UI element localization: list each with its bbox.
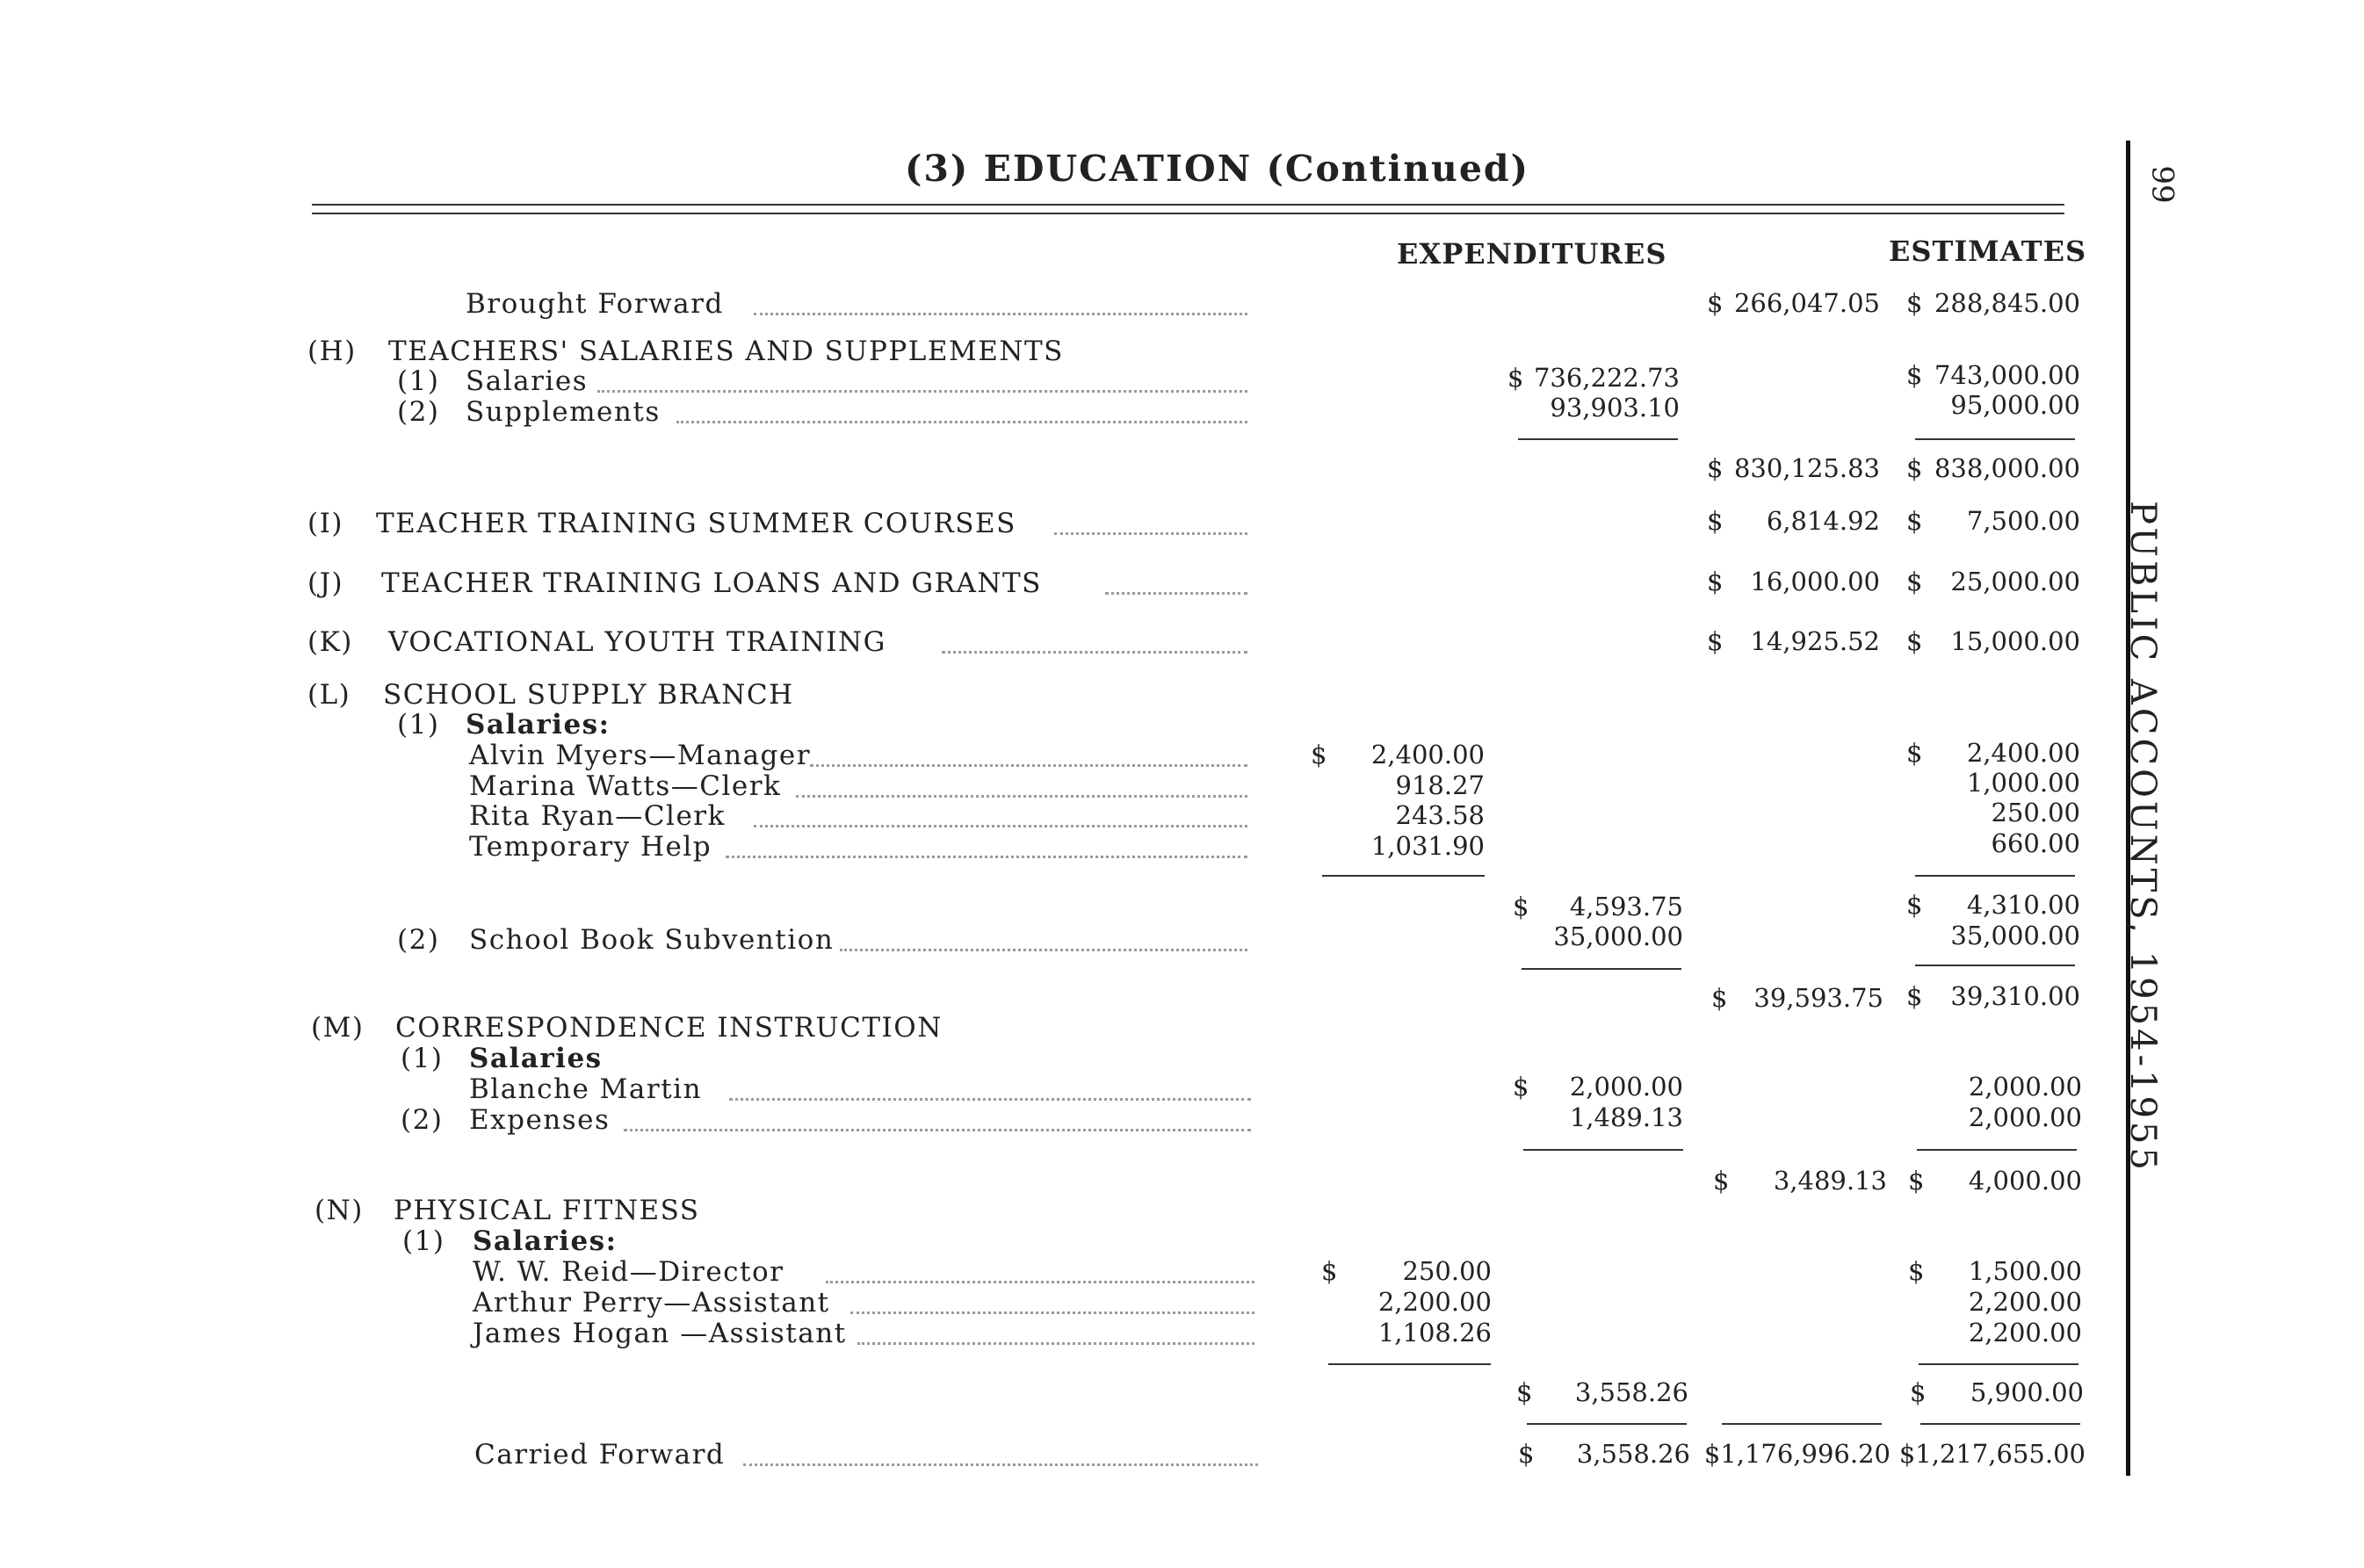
amount: 830,125.83 bbox=[1733, 453, 1880, 483]
section-letter-m: (M) bbox=[311, 1012, 365, 1044]
amount: 6,814.92 bbox=[1766, 506, 1880, 536]
section-title: (3) EDUCATION (Continued) bbox=[905, 148, 1529, 190]
dollar-sign: $ bbox=[1321, 1256, 1338, 1286]
dollar-sign: $ bbox=[1513, 1072, 1529, 1102]
estimate: 2,400.00 bbox=[1966, 738, 2080, 768]
section-letter-l: (L) bbox=[307, 679, 351, 711]
section-title-l: SCHOOL SUPPLY BRANCH bbox=[383, 679, 794, 711]
estimate: 35,000.00 bbox=[1950, 921, 2080, 950]
section-letter-k: (K) bbox=[307, 626, 353, 658]
total-rule bbox=[1527, 1423, 1687, 1425]
amount: 3,558.26 bbox=[1576, 1439, 1690, 1469]
employee-label: Rita Ryan—Clerk bbox=[469, 800, 726, 832]
leader-dots bbox=[624, 1129, 1251, 1131]
leader-dots bbox=[1105, 592, 1247, 595]
employee-label: Arthur Perry—Assistant bbox=[473, 1287, 830, 1319]
estimate: 4,000.00 bbox=[1968, 1166, 2082, 1196]
dollar-sign: $ bbox=[1908, 1166, 1925, 1196]
running-head: PUBLIC ACCOUNTS, 1954-1955 bbox=[2122, 501, 2163, 1174]
subtotal-rule bbox=[1915, 875, 2075, 877]
amount: 3,558.26 bbox=[1574, 1377, 1688, 1407]
estimate: 288,845.00 bbox=[1934, 288, 2080, 318]
leader-dots bbox=[597, 390, 1247, 393]
employee-label: W. W. Reid—Director bbox=[473, 1256, 784, 1288]
amount: 3,489.13 bbox=[1773, 1166, 1887, 1196]
employee-label: James Hogan —Assistant bbox=[473, 1318, 847, 1349]
item-number: (1) bbox=[402, 1225, 445, 1257]
estimate: 15,000.00 bbox=[1950, 626, 2080, 656]
item-number: (1) bbox=[397, 709, 440, 741]
amount: 35,000.00 bbox=[1553, 921, 1683, 951]
leader-dots bbox=[850, 1311, 1254, 1314]
item-label: Salaries: bbox=[473, 1225, 618, 1257]
dollar-sign: $ bbox=[1516, 1377, 1533, 1407]
estimate: 2,200.00 bbox=[1968, 1287, 2082, 1317]
section-title-j: TEACHER TRAINING LOANS AND GRANTS bbox=[381, 567, 1042, 599]
dollar-sign: $ bbox=[1906, 890, 1923, 920]
amount: 39,593.75 bbox=[1753, 983, 1883, 1013]
amount: 250.00 bbox=[1402, 1256, 1492, 1286]
leader-dots bbox=[840, 949, 1247, 951]
carried-forward-label: Carried Forward bbox=[474, 1439, 726, 1470]
subtotal-rule bbox=[1518, 438, 1678, 440]
dollar-sign: $ bbox=[1707, 626, 1724, 656]
amount: 1,489.13 bbox=[1569, 1102, 1683, 1132]
dollar-sign: $ bbox=[1910, 1377, 1927, 1407]
item-label: Salaries bbox=[469, 1043, 603, 1074]
leader-dots bbox=[729, 1098, 1251, 1101]
estimate: 5,900.00 bbox=[1970, 1377, 2084, 1407]
employee-label: Marina Watts—Clerk bbox=[469, 770, 782, 802]
item-number: (1) bbox=[401, 1043, 444, 1074]
dollar-sign: $ bbox=[1711, 983, 1728, 1013]
subtotal-rule bbox=[1915, 438, 2075, 440]
section-letter-i: (I) bbox=[307, 508, 343, 539]
estimate: 4,310.00 bbox=[1966, 890, 2080, 920]
dollar-sign: $ bbox=[1507, 363, 1524, 393]
employee-label: Alvin Myers—Manager bbox=[469, 740, 812, 771]
estimate: 1,000.00 bbox=[1966, 768, 2080, 798]
dollar-sign: $ bbox=[1906, 981, 1923, 1011]
dollar-sign: $ bbox=[1908, 1256, 1925, 1286]
subtotal-rule bbox=[1522, 968, 1681, 970]
item-label: Expenses bbox=[469, 1104, 611, 1136]
brought-forward-label: Brought Forward bbox=[466, 288, 724, 320]
section-letter-n: (N) bbox=[314, 1195, 364, 1226]
estimate: 95,000.00 bbox=[1950, 390, 2080, 420]
section-title-n: PHYSICAL FITNESS bbox=[394, 1195, 700, 1226]
subtotal-rule bbox=[1915, 965, 2075, 966]
dollar-sign: $ bbox=[1906, 288, 1923, 318]
header-estimates: ESTIMATES bbox=[1889, 235, 2087, 268]
total-rule bbox=[1920, 1423, 2080, 1425]
leader-dots bbox=[796, 795, 1247, 798]
subtotal-rule bbox=[1917, 1149, 2077, 1151]
dollar-sign: $ bbox=[1707, 567, 1724, 596]
title-rule bbox=[312, 204, 2064, 206]
amount: 1,108.26 bbox=[1377, 1318, 1492, 1348]
section-letter-j: (J) bbox=[307, 567, 344, 599]
dollar-sign: $ bbox=[1906, 453, 1923, 483]
subtotal-rule bbox=[1322, 875, 1485, 877]
dollar-sign: $ bbox=[1707, 506, 1724, 536]
dollar-sign: $ bbox=[1906, 360, 1923, 390]
estimate: 838,000.00 bbox=[1934, 453, 2080, 483]
dollar-sign: $ bbox=[1906, 626, 1923, 656]
leader-dots bbox=[857, 1342, 1254, 1345]
amount: 736,222.73 bbox=[1533, 363, 1680, 393]
amount: 2,200.00 bbox=[1377, 1287, 1492, 1317]
estimate: 7,500.00 bbox=[1966, 506, 2080, 536]
leader-dots bbox=[1054, 532, 1247, 535]
estimate: 39,310.00 bbox=[1950, 981, 2080, 1011]
section-letter-h: (H) bbox=[307, 336, 357, 367]
section-title-k: VOCATIONAL YOUTH TRAINING bbox=[388, 626, 886, 658]
subtotal-rule bbox=[1919, 1363, 2078, 1365]
amount: 243.58 bbox=[1395, 800, 1485, 830]
item-number: (1) bbox=[397, 365, 440, 397]
estimate: 743,000.00 bbox=[1934, 360, 2080, 390]
leader-dots bbox=[726, 856, 1247, 858]
dollar-sign: $ bbox=[1906, 567, 1923, 596]
amount: 918.27 bbox=[1395, 770, 1485, 800]
amount: 93,903.10 bbox=[1550, 393, 1680, 423]
item-number: (2) bbox=[397, 396, 440, 428]
leader-dots bbox=[676, 421, 1247, 423]
dollar-sign: $ bbox=[1513, 892, 1529, 921]
estimate: 1,500.00 bbox=[1968, 1256, 2082, 1286]
amount: 14,925.52 bbox=[1750, 626, 1880, 656]
estimate: $1,217,655.00 bbox=[1898, 1439, 2086, 1469]
leader-dots bbox=[743, 1463, 1258, 1466]
leader-dots bbox=[942, 651, 1247, 654]
leader-dots bbox=[810, 764, 1247, 767]
amount: 2,400.00 bbox=[1370, 740, 1485, 770]
employee-label: Temporary Help bbox=[469, 831, 712, 863]
dollar-sign: $ bbox=[1311, 740, 1327, 770]
leader-dots bbox=[754, 825, 1247, 827]
item-label: School Book Subvention bbox=[469, 924, 835, 956]
section-title-i: TEACHER TRAINING SUMMER COURSES bbox=[376, 508, 1016, 539]
item-number: (2) bbox=[401, 1104, 444, 1136]
item-label: Salaries: bbox=[466, 709, 611, 741]
section-title-m: CORRESPONDENCE INSTRUCTION bbox=[395, 1012, 943, 1044]
amount: 16,000.00 bbox=[1750, 567, 1880, 596]
subtotal-rule bbox=[1328, 1363, 1491, 1365]
estimate: 250.00 bbox=[1991, 798, 2080, 827]
item-label: Supplements bbox=[466, 396, 661, 428]
dollar-sign: $ bbox=[1707, 453, 1724, 483]
page-number: 99 bbox=[2144, 165, 2180, 204]
leader-dots bbox=[826, 1281, 1254, 1283]
section-title-h: TEACHERS' SALARIES AND SUPPLEMENTS bbox=[388, 336, 1064, 367]
amount: $1,176,996.20 bbox=[1703, 1439, 1890, 1469]
amount: 2,000.00 bbox=[1569, 1072, 1683, 1102]
estimate: 2,000.00 bbox=[1968, 1072, 2082, 1102]
subtotal-rule bbox=[1523, 1149, 1683, 1151]
dollar-sign: $ bbox=[1707, 288, 1724, 318]
amount: 4,593.75 bbox=[1569, 892, 1683, 921]
leader-dots bbox=[754, 313, 1247, 315]
amount: 1,031.90 bbox=[1370, 831, 1485, 861]
total-rule bbox=[1722, 1423, 1882, 1425]
dollar-sign: $ bbox=[1518, 1439, 1535, 1469]
dollar-sign: $ bbox=[1906, 738, 1923, 768]
header-expenditures: EXPENDITURES bbox=[1397, 237, 1667, 271]
item-label: Salaries bbox=[466, 365, 589, 397]
estimate: 660.00 bbox=[1991, 828, 2080, 858]
estimate: 25,000.00 bbox=[1950, 567, 2080, 596]
estimate: 2,000.00 bbox=[1968, 1102, 2082, 1132]
dollar-sign: $ bbox=[1906, 506, 1923, 536]
item-number: (2) bbox=[397, 924, 440, 956]
title-rule-2 bbox=[312, 213, 2064, 214]
amount: 266,047.05 bbox=[1733, 288, 1880, 318]
employee-label: Blanche Martin bbox=[469, 1073, 703, 1105]
estimate: 2,200.00 bbox=[1968, 1318, 2082, 1348]
dollar-sign: $ bbox=[1713, 1166, 1730, 1196]
